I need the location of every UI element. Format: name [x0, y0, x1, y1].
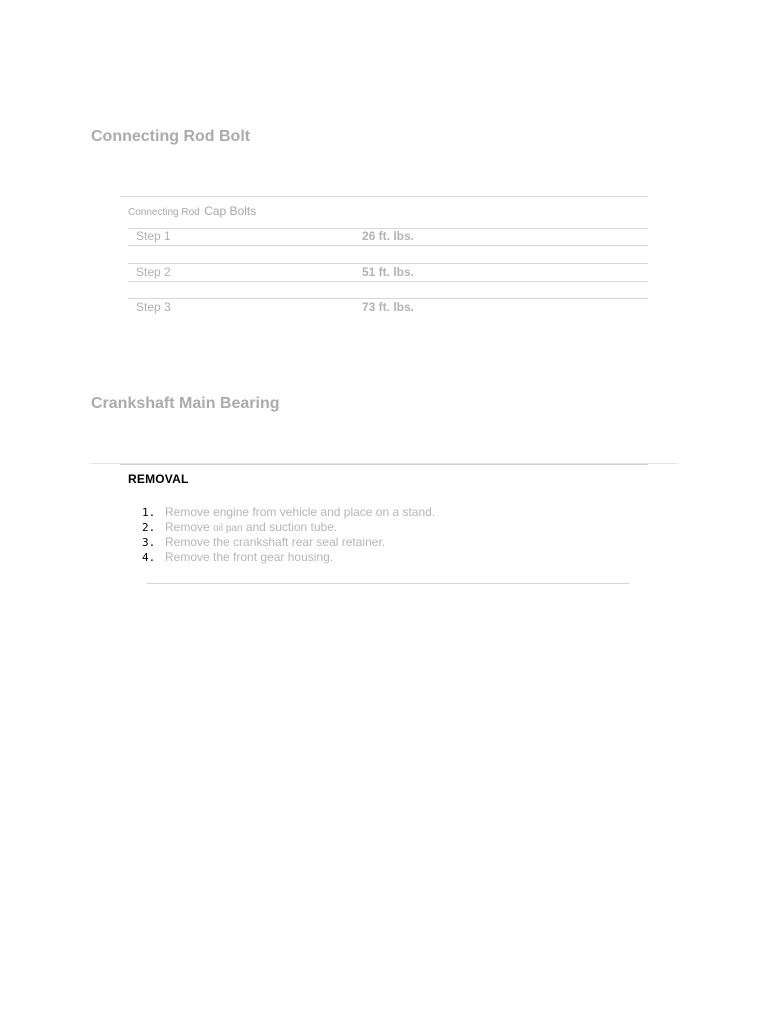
step-number: 4. — [142, 551, 156, 564]
step-text-oil-pan: oil pan — [213, 523, 243, 534]
row-divider — [128, 298, 648, 299]
step-1-label: Step 1 — [136, 229, 171, 243]
caption-part-connecting-rod: Connecting Rod — [128, 207, 200, 218]
step-3-value: 73 ft. lbs. — [362, 300, 415, 314]
row-divider — [128, 245, 648, 246]
step-text: and suction tube. — [242, 520, 338, 534]
row-divider — [128, 281, 648, 282]
list-item — [142, 535, 435, 550]
section-title-crankshaft: Crankshaft Main Bearing — [91, 395, 280, 412]
removal-bottom-divider — [147, 583, 629, 584]
list-item — [142, 505, 435, 520]
step-number: 3. — [142, 536, 156, 549]
step-text: Remove the front gear housing. — [165, 550, 334, 564]
step-1-value: 26 ft. lbs. — [362, 229, 415, 243]
caption-part-cap-bolts: Cap Bolts — [204, 204, 257, 218]
step-3-label: Step 3 — [136, 300, 171, 314]
row-divider — [128, 263, 648, 264]
step-2-label: Step 2 — [136, 265, 171, 279]
torque-table-caption — [128, 204, 256, 220]
step-2-value: 51 ft. lbs. — [362, 265, 415, 279]
step-text: Remove the crankshaft rear seal retainer. — [165, 535, 386, 549]
step-number: 1. — [142, 506, 156, 519]
step-text: Remove — [165, 520, 214, 534]
section-title-connecting-rod: Connecting Rod Bolt — [91, 128, 251, 145]
list-item — [142, 550, 435, 565]
removal-top-divider-inner — [120, 464, 648, 465]
removal-steps-list — [142, 505, 435, 565]
removal-heading: REMOVAL — [128, 472, 189, 486]
step-number: 2. — [142, 521, 156, 534]
step-text: Remove engine from vehicle and place on a stand. — [165, 505, 436, 519]
table-top-divider — [120, 196, 648, 197]
list-item — [142, 520, 435, 535]
